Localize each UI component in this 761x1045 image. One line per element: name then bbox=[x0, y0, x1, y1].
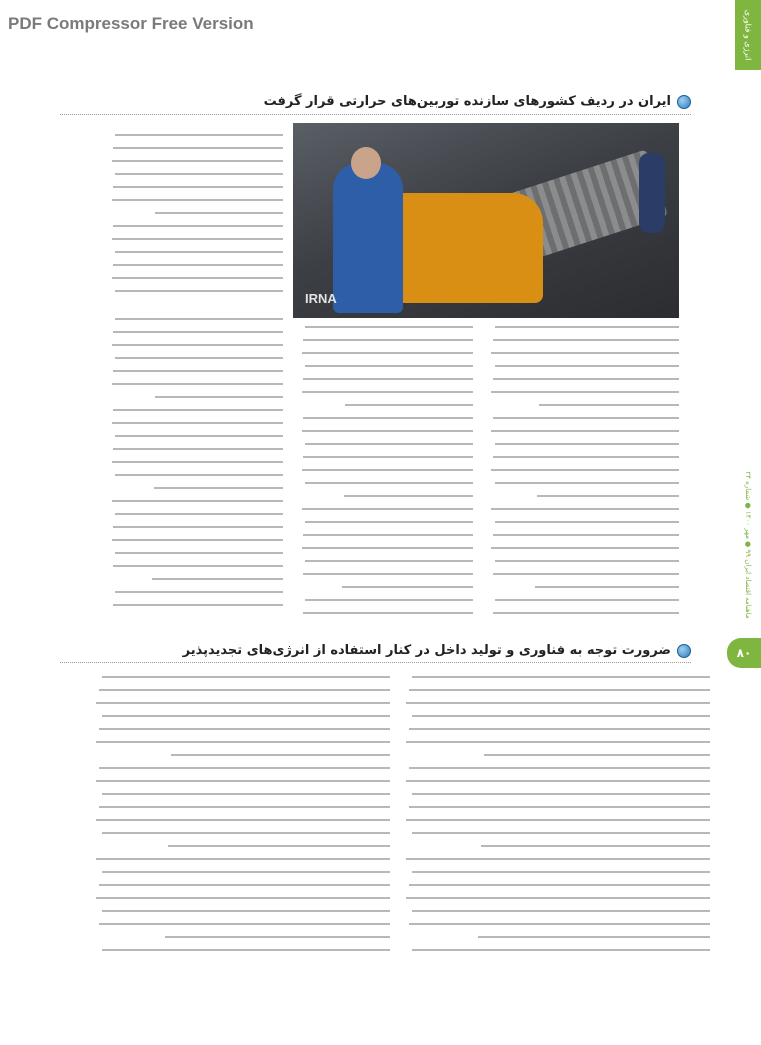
text-line bbox=[493, 339, 679, 341]
text-line bbox=[113, 225, 283, 227]
bullet-icon bbox=[677, 644, 691, 658]
text-line bbox=[409, 806, 710, 808]
text-line bbox=[344, 495, 474, 497]
text-line bbox=[115, 173, 283, 175]
text-line bbox=[406, 858, 710, 860]
text-line bbox=[539, 404, 679, 406]
text-line bbox=[115, 357, 283, 359]
text-line bbox=[535, 586, 679, 588]
text-line bbox=[412, 949, 710, 951]
text-line bbox=[302, 352, 474, 354]
photo-credit: IRNA bbox=[305, 291, 337, 306]
text-line bbox=[99, 728, 390, 730]
text-line bbox=[305, 326, 473, 328]
text-line bbox=[112, 277, 284, 279]
text-line bbox=[115, 591, 283, 593]
text-line bbox=[113, 147, 283, 149]
article-1-column-middle bbox=[298, 326, 473, 626]
text-line bbox=[495, 365, 679, 367]
text-line bbox=[96, 780, 390, 782]
text-line bbox=[342, 586, 473, 588]
text-line bbox=[412, 715, 710, 717]
text-line bbox=[102, 715, 390, 717]
text-line bbox=[484, 754, 710, 756]
text-line bbox=[406, 702, 710, 704]
text-line bbox=[112, 199, 284, 201]
text-line bbox=[115, 318, 283, 320]
text-line bbox=[537, 495, 679, 497]
text-line bbox=[305, 482, 473, 484]
text-line bbox=[412, 832, 710, 834]
text-line bbox=[406, 897, 710, 899]
text-line bbox=[112, 238, 284, 240]
text-line bbox=[112, 539, 284, 541]
page-number: ۸۰ bbox=[727, 638, 761, 668]
text-line bbox=[406, 741, 710, 743]
text-line bbox=[112, 383, 284, 385]
text-line bbox=[305, 443, 473, 445]
text-line bbox=[113, 370, 283, 372]
article-2-column-right bbox=[400, 676, 710, 966]
text-line bbox=[409, 689, 710, 691]
issue-info-label: ماهنامه اقتصاد ایران ۹۹ ● مهر ۱۴۰۰ ● شماره ۲۴ bbox=[744, 471, 752, 619]
text-line bbox=[115, 474, 283, 476]
text-line bbox=[115, 552, 283, 554]
text-line bbox=[152, 578, 283, 580]
text-line bbox=[412, 793, 710, 795]
text-line bbox=[495, 521, 679, 523]
text-line bbox=[171, 754, 390, 756]
text-line bbox=[99, 806, 390, 808]
text-line bbox=[303, 339, 473, 341]
text-line bbox=[495, 599, 679, 601]
text-line bbox=[493, 417, 679, 419]
text-line bbox=[303, 534, 473, 536]
text-line bbox=[493, 456, 679, 458]
text-line bbox=[305, 599, 473, 601]
text-line bbox=[115, 251, 283, 253]
issue-info bbox=[741, 425, 755, 665]
text-line bbox=[113, 409, 283, 411]
text-line bbox=[102, 910, 390, 912]
text-line bbox=[96, 897, 390, 899]
text-line bbox=[113, 565, 283, 567]
text-line bbox=[99, 923, 390, 925]
text-line bbox=[112, 344, 284, 346]
text-line bbox=[481, 845, 710, 847]
text-line bbox=[406, 819, 710, 821]
text-line bbox=[491, 352, 679, 354]
bullet-icon bbox=[677, 95, 691, 109]
text-line bbox=[409, 767, 710, 769]
text-line bbox=[113, 331, 283, 333]
text-line bbox=[154, 487, 284, 489]
text-line bbox=[303, 573, 473, 575]
text-line bbox=[409, 884, 710, 886]
article-1-title: ایران در ردیف کشورهای سازنده توربین‌های حرارتی قرار گرفت bbox=[263, 94, 671, 109]
text-line bbox=[96, 702, 390, 704]
text-line bbox=[409, 923, 710, 925]
text-line bbox=[495, 482, 679, 484]
text-line bbox=[303, 456, 473, 458]
text-line bbox=[96, 819, 390, 821]
text-line bbox=[115, 513, 283, 515]
text-line bbox=[406, 780, 710, 782]
text-line bbox=[102, 832, 390, 834]
text-line bbox=[112, 160, 284, 162]
article-1-column-left-top bbox=[108, 134, 283, 304]
text-line bbox=[113, 526, 283, 528]
section-tab-label: انرژی و فناوری bbox=[743, 9, 753, 61]
text-line bbox=[491, 469, 679, 471]
text-line bbox=[493, 612, 679, 614]
text-line bbox=[409, 728, 710, 730]
text-line bbox=[112, 500, 284, 502]
text-line bbox=[493, 378, 679, 380]
text-line bbox=[155, 396, 283, 398]
text-line bbox=[102, 676, 390, 678]
text-line bbox=[495, 560, 679, 562]
article-1-column-left bbox=[108, 318, 283, 628]
text-line bbox=[345, 404, 473, 406]
text-line bbox=[302, 430, 474, 432]
section-tab bbox=[735, 0, 761, 70]
text-line bbox=[305, 560, 473, 562]
text-line bbox=[412, 676, 710, 678]
text-line bbox=[113, 264, 283, 266]
text-line bbox=[303, 417, 473, 419]
text-line bbox=[115, 435, 283, 437]
text-line bbox=[112, 422, 284, 424]
text-line bbox=[155, 212, 283, 214]
text-line bbox=[491, 547, 679, 549]
text-line bbox=[302, 508, 474, 510]
article-1-column-right bbox=[487, 326, 679, 626]
article-photo bbox=[293, 123, 679, 318]
text-line bbox=[115, 134, 283, 136]
text-line bbox=[102, 793, 390, 795]
text-line bbox=[115, 290, 283, 292]
text-line bbox=[99, 767, 390, 769]
text-line bbox=[412, 871, 710, 873]
article-2-title: ضرورت توجه به فناوری و تولید داخل در کنار استفاده از انرژی‌های تجدیدپذیر bbox=[182, 643, 671, 658]
text-line bbox=[99, 689, 390, 691]
watermark-text: PDF Compressor Free Version bbox=[8, 14, 254, 33]
text-line bbox=[491, 508, 679, 510]
text-line bbox=[102, 949, 390, 951]
text-line bbox=[102, 871, 390, 873]
text-line bbox=[303, 612, 473, 614]
text-line bbox=[99, 884, 390, 886]
text-line bbox=[113, 186, 283, 188]
text-line bbox=[113, 604, 283, 606]
text-line bbox=[305, 365, 473, 367]
text-line bbox=[302, 391, 474, 393]
divider bbox=[60, 662, 691, 663]
text-line bbox=[491, 391, 679, 393]
text-line bbox=[305, 521, 473, 523]
text-line bbox=[302, 547, 474, 549]
text-line bbox=[168, 845, 390, 847]
text-line bbox=[112, 461, 284, 463]
text-line bbox=[113, 448, 283, 450]
text-line bbox=[493, 534, 679, 536]
article-2-headline bbox=[183, 643, 691, 658]
text-line bbox=[495, 326, 679, 328]
divider bbox=[60, 114, 691, 115]
text-line bbox=[96, 858, 390, 860]
article-1-headline bbox=[264, 94, 691, 109]
text-line bbox=[491, 430, 679, 432]
text-line bbox=[165, 936, 390, 938]
article-2-column-left bbox=[90, 676, 390, 966]
text-line bbox=[412, 910, 710, 912]
text-line bbox=[96, 741, 390, 743]
text-line bbox=[302, 469, 474, 471]
text-line bbox=[495, 443, 679, 445]
text-line bbox=[478, 936, 711, 938]
text-line bbox=[493, 573, 679, 575]
text-line bbox=[303, 378, 473, 380]
